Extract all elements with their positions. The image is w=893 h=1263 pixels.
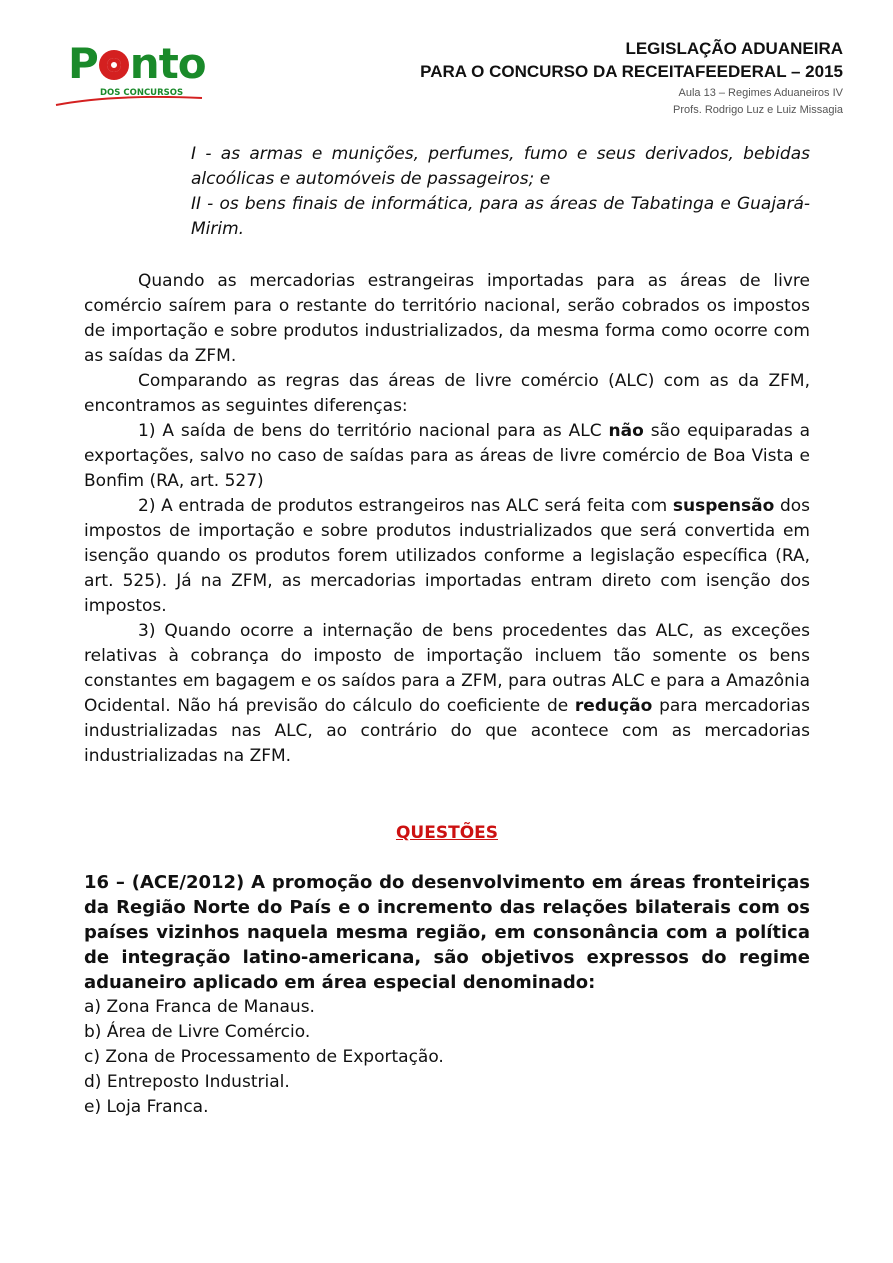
question-16: 16 – (ACE/2012) A promoção do desenvolvimento em áreas fronteiriças da Região Norte do País e o incremento das relações bilaterais com os países vizinhos naquela mesma região, em consonância com a política de integração latino-americana, são objetivos expressos do regime aduaneiro aplicado em área especial denominado: [84, 872, 810, 993]
logo-subtitle: DOS CONCURSOS [100, 88, 184, 98]
document-body [84, 142, 810, 1120]
quote-item-1: I - as armas e munições, perfumes, fumo e seus derivados, bebidas alcoólicas e automóveis de passageiros; e [191, 144, 810, 189]
quote-item-2: II - os bens finais de informática, para as áreas de Tabatinga e Guajará-Mirim. [191, 194, 810, 239]
logo-wordmark: P nto [68, 39, 206, 88]
paragraph-4: 2) A entrada de produtos estrangeiros nas ALC será feita com suspensão dos impostos de importação e sobre produtos industrializados que será convertida em isenção quando os produtos forem utilizados conforme a legislação específica (RA, art. 525). Já na ZFM, as mercadorias importadas entram direto com isenção dos impostos. [84, 496, 811, 616]
logo-swoosh [54, 96, 204, 106]
legal-quote [191, 142, 810, 242]
header-title-line1: LEGISLAÇÃO ADUANEIRA [625, 39, 843, 58]
emphasis-suspensao: suspensão [672, 496, 775, 516]
page-header [420, 37, 843, 119]
emphasis-nao: não [608, 421, 644, 441]
header-lesson: Aula 13 – Regimes Aduaneiros IV [678, 87, 843, 99]
option-a: a) Zona Franca de Manaus. [84, 997, 315, 1017]
option-d: d) Entreposto Industrial. [84, 1072, 290, 1092]
paragraph-5: 3) Quando ocorre a internação de bens procedentes das ALC, as exceções relativas à cobrança do imposto de importação incluem tão somente os bens constantes em bagagem e os saídos para a ZFM, para outras ALC e para a Amazônia Ocidental. Não há previsão do cálculo do coeficiente de redução para mercadorias industrializadas nas ALC, ao contrário do que acontece com as mercadorias industrializadas na ZFM. [84, 621, 810, 766]
paragraph-2: Comparando as regras das áreas de livre comércio (ALC) com as da ZFM, encontramos as seguintes diferenças: [84, 371, 810, 416]
section-title: QUESTÕES [395, 823, 499, 843]
answer-options [84, 995, 810, 1120]
header-title-line2: PARA O CONCURSO DA RECEITAFEEDERAL – 2015 [420, 62, 843, 81]
paragraph-1: Quando as mercadorias estrangeiras importadas para as áreas de livre comércio saírem para o restante do território nacional, serão cobrados os impostos de importação e sobre produtos industrializados, da mesma forma como ocorre com as saídas da ZFM. [84, 271, 810, 366]
option-e: e) Loja Franca. [84, 1097, 209, 1117]
header-authors: Profs. Rodrigo Luz e Luiz Missagia [673, 104, 843, 116]
paragraph-3: 1) A saída de bens do território nacional para as ALC não são equiparadas a exportações, salvo no caso de saídas para as áreas de livre comércio de Boa Vista e Bonfim (RA, art. 527) [84, 421, 811, 491]
logo [54, 40, 214, 106]
option-c: c) Zona de Processamento de Exportação. [84, 1047, 444, 1067]
target-icon [99, 50, 129, 80]
option-b: b) Área de Livre Comércio. [84, 1022, 311, 1042]
emphasis-reducao: redução [574, 696, 653, 716]
